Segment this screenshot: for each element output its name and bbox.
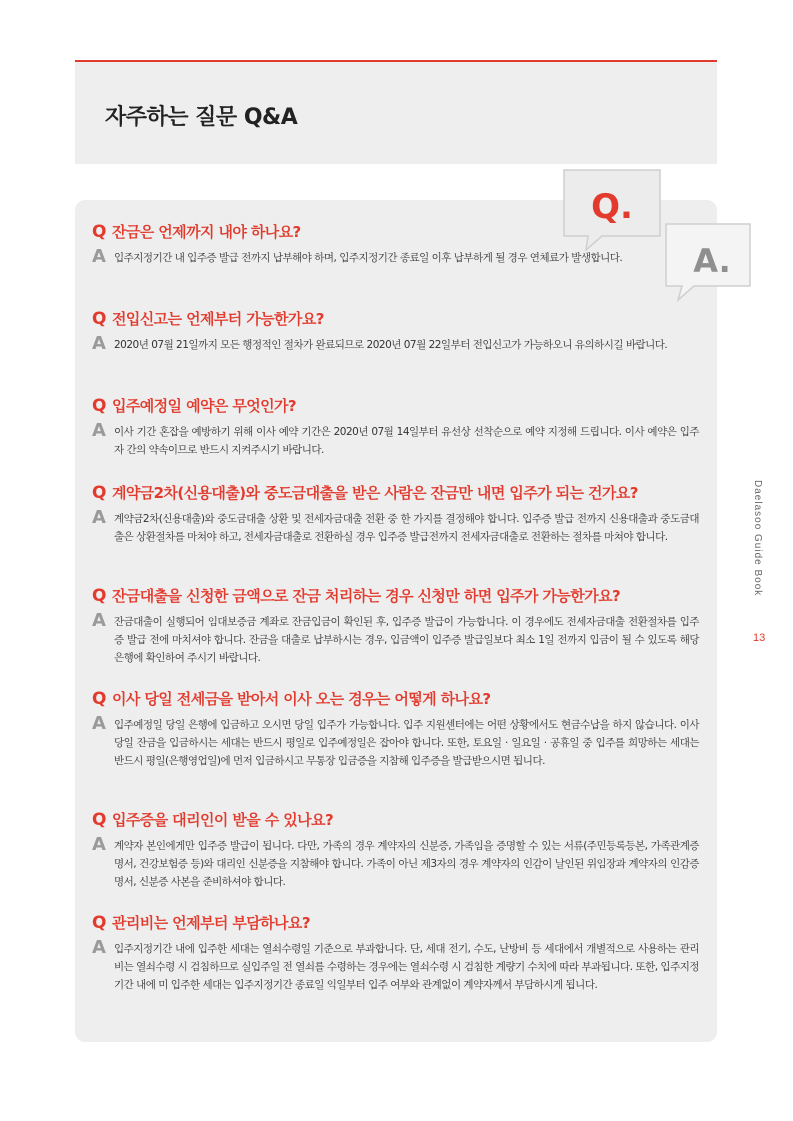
answer-mark-label: A — [92, 713, 106, 734]
answer-mark-label: A — [92, 246, 106, 267]
faq-item — [92, 221, 704, 308]
answer-mark-label: A — [92, 507, 106, 528]
question-mark-label: Q — [92, 586, 107, 606]
question-mark-label: Q — [92, 913, 107, 933]
answer-mark-label: A — [92, 834, 106, 855]
faq-question: 이사 당일 전세금을 받아서 이사 오는 경우는 어떻게 하나요? — [112, 690, 491, 708]
a-bubble-label: A. — [693, 242, 731, 280]
faq-question: 관리비는 언제부터 부담하나요? — [112, 914, 310, 932]
page-number: 13 — [753, 632, 766, 644]
faq-item — [92, 482, 704, 585]
question-mark-label: Q — [92, 396, 107, 416]
faq-item — [92, 809, 704, 912]
faq-item — [92, 585, 704, 688]
page-title: 자주하는 질문 Q&A — [105, 105, 298, 130]
faq-item — [92, 912, 704, 1033]
faq-question: 잔금은 언제까지 내야 하나요? — [112, 223, 301, 241]
answer-mark-label: A — [92, 610, 106, 631]
question-mark-label: Q — [92, 309, 107, 329]
q-bubble-label: Q. — [591, 187, 633, 227]
faq-question: 잔금대출을 신청한 금액으로 잔금 처리하는 경우 신청만 하면 입주가 가능한가요? — [112, 587, 621, 605]
answer-mark-label: A — [92, 420, 106, 441]
faq-question: 입주증을 대리인이 받을 수 있나요? — [112, 811, 334, 829]
question-mark-label: Q — [92, 483, 107, 503]
question-mark-label: Q — [92, 810, 107, 830]
faq-item — [92, 395, 704, 482]
faq-answer: 이사 기간 혼잡을 예방하기 위해 이사 예약 기간은 2020년 07월 14일부터 유선상 선착순으로 예약 지정해 드립니다. 이사 예약은 입주자 간의 약속이므로 반드시 지켜주시기 바랍니다. — [114, 426, 699, 456]
answer-mark-label: A — [92, 937, 106, 958]
faq-answer: 입주지정기간 내 입주증 발급 전까지 납부해야 하며, 입주지정기간 종료일 이후 납부하게 될 경우 연체료가 발생합니다. — [114, 252, 623, 264]
faq-answer: 계약자 본인에게만 입주증 발급이 됩니다. 다만, 가족의 경우 계약자의 신분증, 가족임을 증명할 수 있는 서류(주민등록등본, 가족관계증명서, 건강보험증 등)와 대리인 신분증을 지참해야 합니다. 가족이 아닌 제3자의 경우 계약자의 인감이 날인된 위임장과 계약자의 인감증명서, 신분증 사본을 준비하셔야 합니다. — [114, 840, 699, 888]
faq-answer: 계약금2차(신용대출)와 중도금대출 상환 및 전세자금대출 전환 중 한 가지를 결정해야 합니다. 입주증 발급 전까지 신용대출과 중도금대출은 상환절차를 마쳐야 하고, 전세자금대출로 전환하실 경우 입주증 발급전까지 전세자금대출로 전환하는 절차를 마쳐야 합니다. — [114, 513, 699, 543]
guide-book-side-label: Daelasoo Guide Book — [752, 480, 763, 597]
faq-item — [92, 308, 704, 395]
answer-mark-label: A — [92, 333, 106, 354]
faq-question: 전입신고는 언제부터 가능한가요? — [112, 310, 324, 328]
faq-question: 입주예정일 예약은 무엇인가? — [112, 397, 297, 415]
faq-answer: 입주지정기간 내에 입주한 세대는 열쇠수령일 기준으로 부과합니다. 단, 세대 전기, 수도, 난방비 등 세대에서 개별적으로 사용하는 관리비는 열쇠수령 시 검침하므로 실입주일 전 열쇠를 수령하는 경우에는 열쇠수령 시 검침한 계량기 수치에 따라 부과됩니다. 또한, 입주지정기간 내에 미 입주한 세대는 입주지정기간 종료일 익일부터 입주 여부와 관계없이 계약자께서 부담하시게 됩니다. — [114, 943, 699, 991]
question-mark-label: Q — [92, 222, 107, 242]
question-mark-label: Q — [92, 689, 107, 709]
faq-answer: 입주예정일 당일 은행에 입금하고 오시면 당일 입주가 가능합니다. 입주 지원센터에는 어떤 상황에서도 현금수납을 하지 않습니다. 이사 당일 잔금을 입금하시는 세대는 반드시 평일로 입주예정일은 잡아야 합니다. 또한, 토요일 · 일요일 · 공휴일 중 입주를 희망하는 세대는 반드시 평일(은행영업일)에 먼저 입금하시고 무통장 입금증을 지참해 입주증을 발급받으시면 됩니다. — [114, 719, 699, 767]
header-band — [75, 62, 717, 164]
faq-answer: 잔금대출이 실행되어 임대보증금 계좌로 잔금입금이 확인된 후, 입주증 발급이 가능합니다. 이 경우에도 전세자금대출 전환절차를 입주증 발급 전에 마치셔야 합니다. 잔금을 대출로 납부하시는 경우, 입금액이 입주증 발급일보다 최소 1일 전까지 입금이 될 수 있도록 해당 은행에 확인하여 주시기 바랍니다. — [114, 616, 699, 664]
faq-answer: 2020년 07월 21일까지 모든 행정적인 절차가 완료되므로 2020년 07월 22일부터 전입신고가 가능하오니 유의하시길 바랍니다. — [114, 339, 668, 351]
faq-question: 계약금2차(신용대출)와 중도금대출을 받은 사람은 잔금만 내면 입주가 되는 건가요? — [112, 484, 638, 502]
faq-list — [92, 221, 704, 1033]
faq-item — [92, 688, 704, 809]
